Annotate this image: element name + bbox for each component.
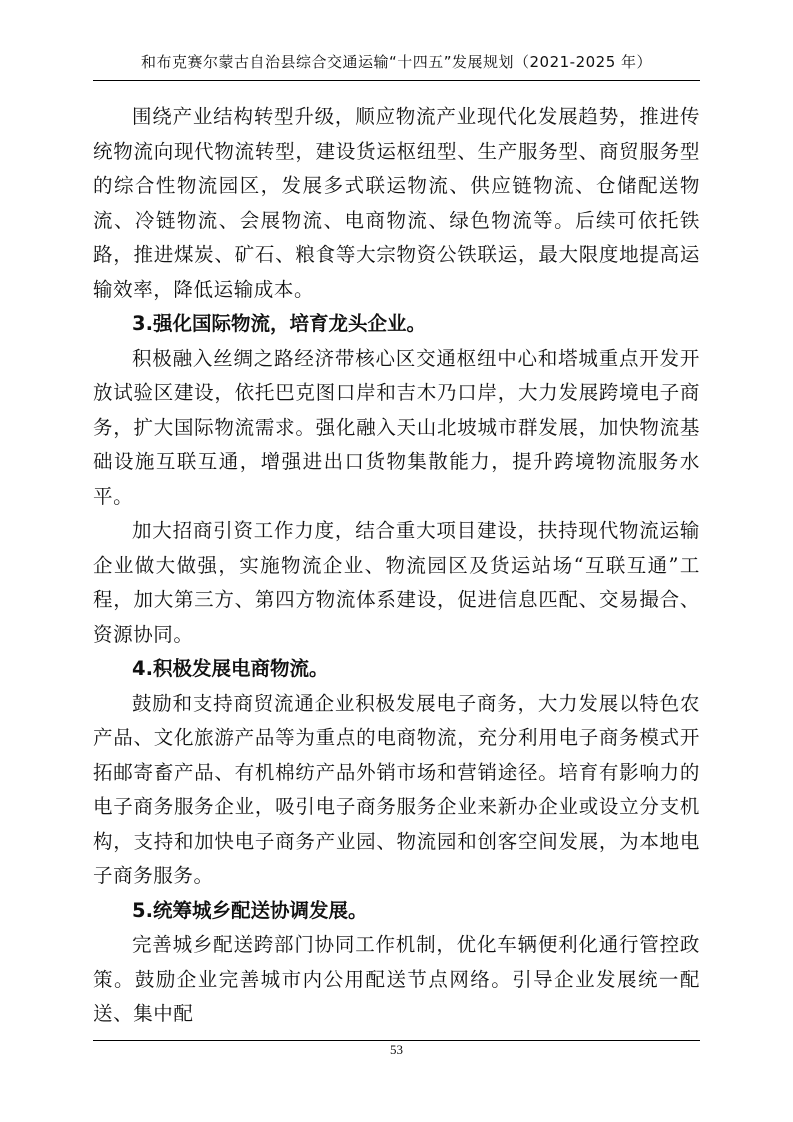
- section-heading: 3.强化国际物流，培育龙头企业。: [132, 312, 426, 335]
- paragraph: 完善城乡配送跨部门协同工作机制，优化车辆便利化通行管控政策。鼓励企业完善城市内公用配送节点网络。引导企业发展统一配送、集中配: [93, 933, 700, 1025]
- page-body: [93, 100, 700, 1032]
- section-heading: 4.积极发展电商物流。: [132, 657, 329, 680]
- paragraph: 加大招商引资工作力度，结合重大项目建设，扶持现代物流运输企业做大做强，实施物流企业、物流园区及货运站场“互联互通”工程，加大第三方、第四方物流体系建设，促进信息匹配、交易撮合、资源协同。: [93, 519, 700, 646]
- page-header: [93, 48, 700, 81]
- paragraph: 积极融入丝绸之路经济带核心区交通枢纽中心和塔城重点开发开放试验区建设，依托巴克图口岸和吉木乃口岸，大力发展跨境电子商务，扩大国际物流需求。强化融入天山北坡城市群发展，加快物流基础设施互联互通，增强进出口货物集散能力，提升跨境物流服务水平。: [93, 346, 700, 508]
- paragraph: 围绕产业结构转型升级，顺应物流产业现代化发展趋势，推进传统物流向现代物流转型，建设货运枢纽型、生产服务型、商贸服务型的综合性物流园区，发展多式联运物流、供应链物流、仓储配送物流、冷链物流、会展物流、电商物流、绿色物流等。后续可依托铁路，推进煤炭、矿石、粮食等大宗物资公铁联运，最大限度地提高运输效率，降低运输成本。: [93, 105, 700, 301]
- section-heading: 5.统筹城乡配送协调发展。: [132, 898, 368, 922]
- paragraph: 鼓励和支持商贸流通企业积极发展电子商务，大力发展以特色农产品、文化旅游产品等为重点的电商物流，充分利用电子商务模式开拓邮寄畜产品、有机棉纺产品外销市场和营销途径。培育有影响力的电子商务服务企业，吸引电子商务服务企业来新办企业或设立分支机构，支持和加快电子商务产业园、物流园和创客空间发展，为本地电子商务服务。: [93, 691, 700, 887]
- document-title: 和布克赛尔蒙古自治县综合交通运输“十四五”发展规划（2021-2025 年）: [140, 53, 653, 71]
- footer-divider: [93, 1040, 700, 1041]
- page-number: 53: [390, 1042, 403, 1057]
